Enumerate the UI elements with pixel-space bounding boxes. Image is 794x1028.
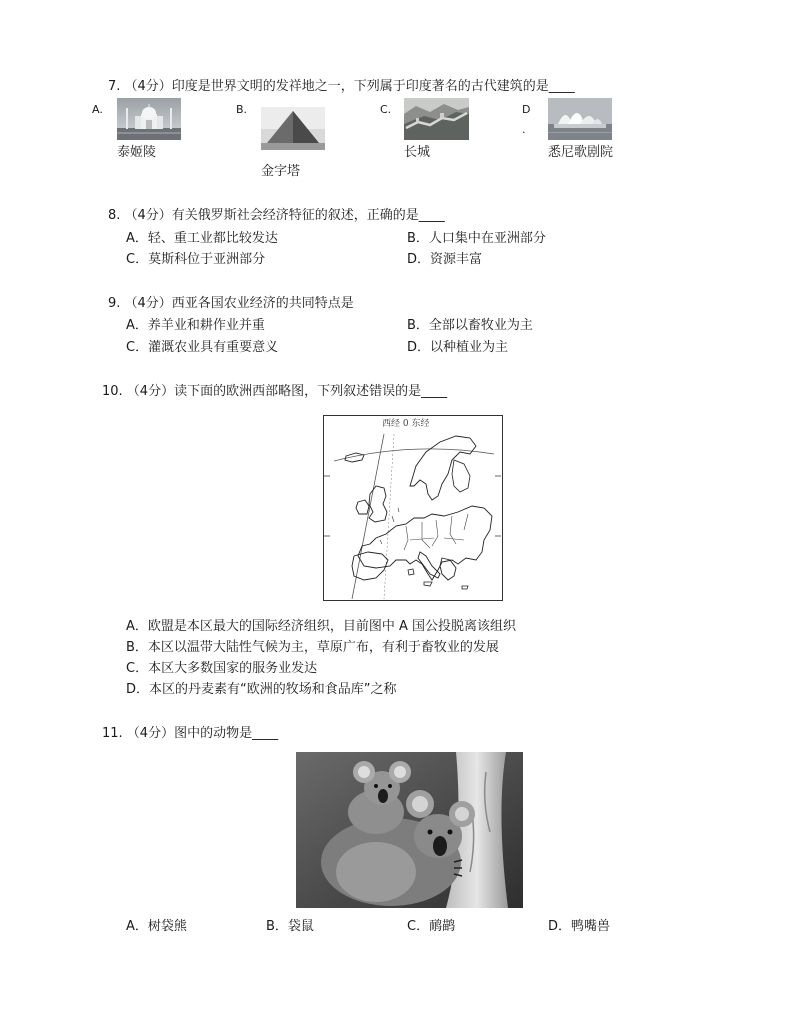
taj-mahal-photo <box>117 98 181 140</box>
q10-option-a: A．欧盟是本区最大的国际经济组织，目前图中 A 国公投脱离该组织 <box>126 619 517 634</box>
koala-photo <box>296 752 523 908</box>
sydney-opera-house-photo <box>548 98 612 140</box>
q10-stem: 10. （4分）读下面的欧洲西部略图，下列叙述错误的是____ <box>102 384 448 399</box>
q7-option-d-caption: 悉尼歌剧院 <box>548 145 614 160</box>
q9-option-b: B．全部以畜牧业为主 <box>407 318 533 333</box>
q7-option-a-caption: 泰姬陵 <box>117 145 157 160</box>
q8-option-c: C．莫斯科位于亚洲部分 <box>126 252 266 267</box>
map-longitude-label: 西经 0 东经 <box>382 419 430 429</box>
q11-option-a: A．树袋熊 <box>126 919 187 934</box>
pyramid-photo <box>261 107 325 150</box>
q11-option-c: C．鸸鹋 <box>407 919 456 934</box>
q8-option-d: D．资源丰富 <box>407 252 483 267</box>
q8-stem: 8. （4分）有关俄罗斯社会经济特征的叙述，正确的是____ <box>108 208 445 223</box>
q7-option-b-caption: 金字塔 <box>261 164 301 179</box>
q7-option-b-letter: B. <box>236 103 248 116</box>
q10-option-b: B．本区以温带大陆性气候为主，草原广布，有利于畜牧业的发展 <box>126 640 499 655</box>
q11-option-b: B．袋鼠 <box>266 919 314 934</box>
europe-map <box>323 415 503 601</box>
q10-option-d: D．本区的丹麦素有“欧洲的牧场和食品库”之称 <box>126 682 397 697</box>
q10-option-c: C．本区大多数国家的服务业发达 <box>126 661 318 676</box>
q11-option-d: D．鸭嘴兽 <box>548 919 611 934</box>
q11-stem: 11. （4分）图中的动物是____ <box>102 726 279 741</box>
q8-option-a: A．轻、重工业都比较发达 <box>126 231 278 246</box>
q9-option-c: C．灌溉农业具有重要意义 <box>126 340 279 355</box>
q9-option-a: A．养羊业和耕作业并重 <box>126 318 265 333</box>
q7-option-c-caption: 长城 <box>404 145 431 160</box>
q7-option-c-letter: C. <box>380 103 392 116</box>
q7-option-d-letter: D <box>522 103 531 116</box>
great-wall-photo <box>404 98 469 140</box>
q9-stem: 9. （4分）西亚各国农业经济的共同特点是 <box>108 296 354 311</box>
q7-stem: 7. （4分）印度是世界文明的发祥地之一，下列属于印度著名的古代建筑的是____ <box>108 79 575 94</box>
q7-option-d-dot: . <box>522 123 526 136</box>
q8-option-b: B．人口集中在亚洲部分 <box>407 231 546 246</box>
q9-option-d: D．以种植业为主 <box>407 340 509 355</box>
q7-option-a-letter: A. <box>92 103 103 116</box>
